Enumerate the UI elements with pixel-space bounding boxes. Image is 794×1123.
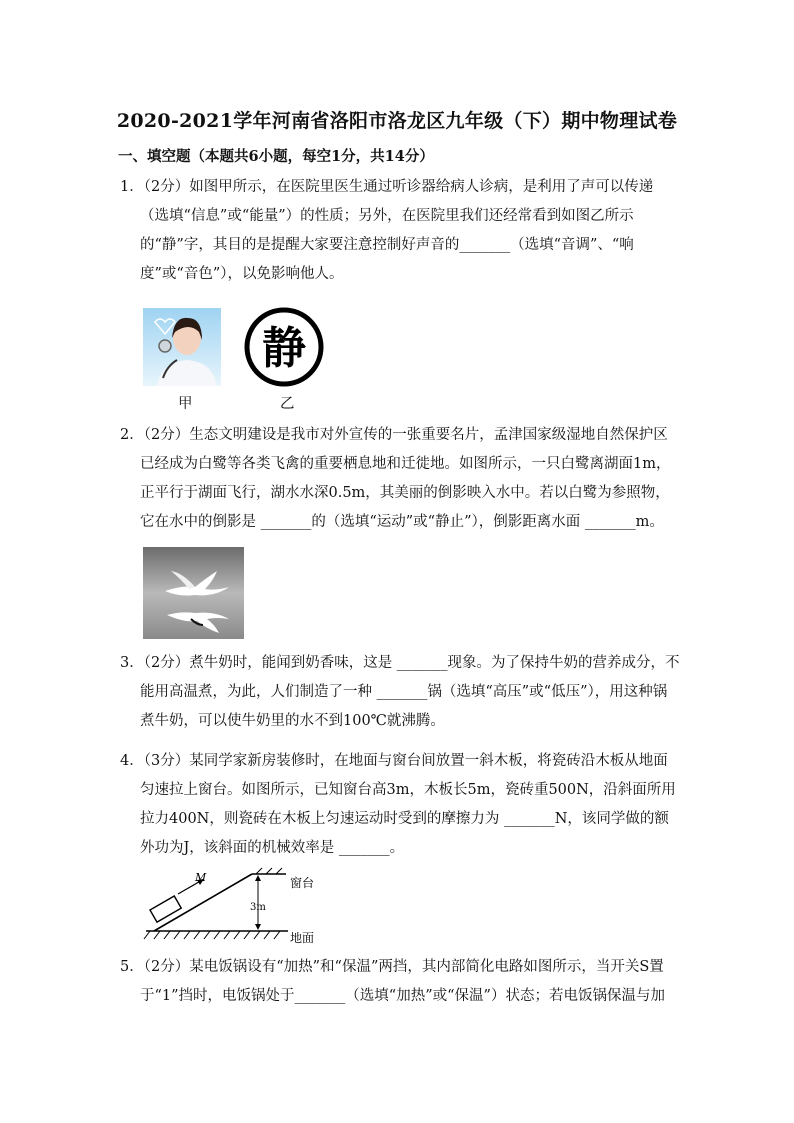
- question-1: [120, 173, 680, 289]
- force-label: M: [195, 871, 207, 884]
- section-heading: 一、填空题（本题共6小题，每空1分，共14分）: [118, 148, 434, 165]
- question-4-text: 4．（3分）某同学家新房装修时，在地面与窗台间放置一斜木板，将瓷砖沿木板从地面匀速拉上窗台。如图所示，已知窗台高3m，木板长5m，瓷砖重500N，沿斜面所用拉力400N，则瓷砖在木板上匀速运动时受到的摩擦力为 _______N，该同学做的额外功为J，该斜面的机械效率是 _______。: [120, 753, 676, 856]
- question-2-text: 2．（2分）生态文明建设是我市对外宣传的一张重要名片，孟津国家级湿地自然保护区已经成为白鹭等各类飞禽的重要栖息地和迁徙地。如图所示，一只白鹭离湖面1m，正平行于湖面飞行，湖水水深0.5m，其美丽的倒影映入水中。若以白鹭为参照物，它在水中的倒影是 _______的（选填“运动”或“静止”），倒影距离水面 _______m。: [120, 427, 671, 530]
- figure-label-a: 甲: [178, 396, 193, 412]
- page-title: 2020-2021学年河南省洛阳市洛龙区九年级（下）期中物理试卷: [116, 110, 678, 132]
- ground-label: 地面: [290, 931, 315, 945]
- quiet-sign: [244, 307, 324, 387]
- question-5: [120, 953, 680, 1011]
- doctor-photo: [143, 308, 221, 386]
- window-label: 窗台: [290, 876, 315, 890]
- question-3-text: 3．（2分）煮牛奶时，能闻到奶香味，这是 _______现象。为了保持牛奶的营养成分，不能用高温煮，为此，人们制造了一种 _______锅（选填“高压”或“低压”），用这种锅煮牛奶，可以使牛奶里的水不到100℃就沸腾。: [120, 655, 680, 729]
- question-2: [120, 421, 680, 537]
- question-1-text: 1．（2分）如图甲所示，在医院里医生通过听诊器给病人诊病，是利用了声可以传递（选填“信息”或“能量”）的性质；另外，在医院里我们还经常看到如图乙所示的“静”字，其目的是提醒大家要注意控制好声音的_______（选填“音调”、“响度”或“音色”），以免影响他人。: [120, 179, 654, 282]
- height-label: 3m: [250, 902, 266, 913]
- quiet-sign-char: 静: [262, 323, 306, 374]
- question-3: [120, 649, 680, 736]
- figure-label-b: 乙: [280, 396, 295, 412]
- egret-photo: [143, 547, 244, 639]
- question-5-text: 5．（2分）某电饭锅设有“加热”和“保温”两挡，其内部简化电路如图所示，当开关S置于“1”挡时，电饭锅处于_______（选填“加热”或“保温”）状态；若电饭锅保温与加: [120, 959, 665, 1004]
- incline-diagram: [140, 866, 340, 948]
- question-4: [120, 747, 680, 863]
